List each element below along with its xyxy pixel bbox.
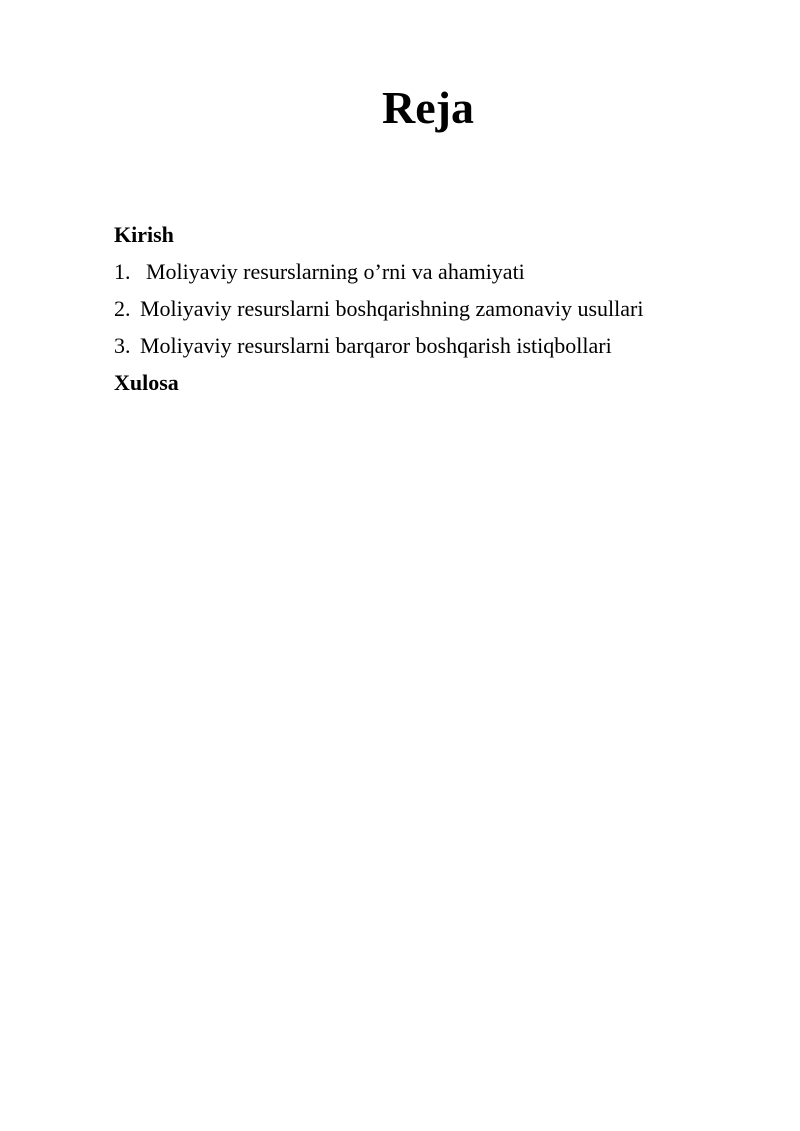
toc-item-text: Moliyaviy resurslarning o’rni va ahamiyati	[146, 259, 525, 284]
toc-conclusion: Xulosa	[114, 370, 179, 395]
toc-intro: Kirish	[114, 222, 174, 247]
toc-item-number: 2.	[114, 296, 131, 321]
page-title: Reja	[382, 82, 474, 133]
toc-item-1	[114, 253, 734, 290]
toc-item-number: 1.	[114, 259, 131, 284]
toc-item-text: Moliyaviy resurslarni barqaror boshqarish istiqbollari	[140, 333, 612, 358]
toc-item-number: 3.	[114, 333, 131, 358]
toc-item-2	[114, 290, 734, 327]
table-of-contents	[114, 216, 734, 401]
toc-item-3	[114, 327, 734, 364]
toc-item-text: Moliyaviy resurslarni boshqarishning zamonaviy usullari	[140, 296, 644, 321]
